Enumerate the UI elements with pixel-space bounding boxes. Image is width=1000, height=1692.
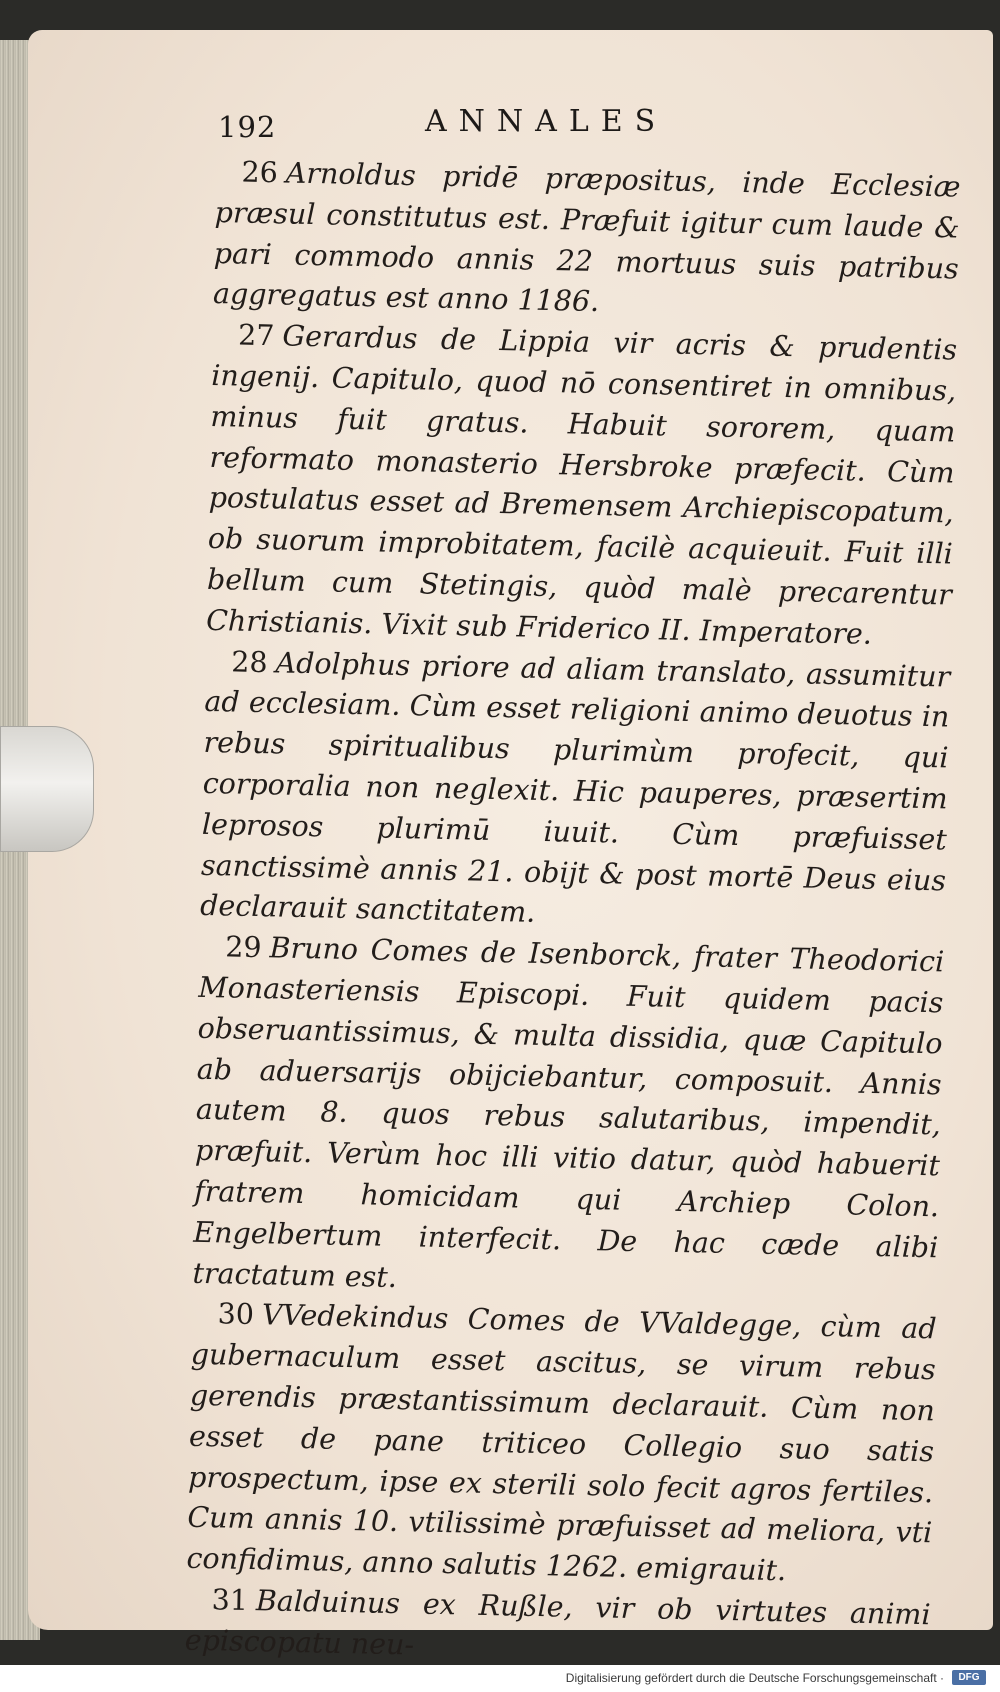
entry-number: 27 <box>237 318 275 353</box>
entry-text: Bruno Comes de Isenborck, frater Theodorici Monasteriensis Episcopi. Fuit quidem pacis obseruantissimus, & multa dissidia, quæ Capitulo ab aduersarijs obijciebantur, composuit. Annis autem 8. quos rebus salutaribus, impendit, præfuit. Verùm hoc illi vitio datur, quòd habuerit fratrem homicidam qui Archiep Colon. Engelbertum interfecit. De hac cæde alibi tractatum est. <box>192 931 945 1294</box>
entry-26 <box>213 152 961 331</box>
entry-27 <box>206 315 958 657</box>
entry-number: 31 <box>211 1583 249 1617</box>
entry-text: Balduinus ex Rußle, vir ob virtutes animi episcopatu neu- <box>184 1584 931 1662</box>
entry-29 <box>192 927 945 1310</box>
entry-28 <box>200 641 951 942</box>
entry-text: Adolphus priore ad aliam translato, assumitur ad ecclesiam. Cùm esset religioni animo deuotus in rebus spiritualibus plurimùm profecit, qui corporalia non neglexit. Hic pauperes, præsertim leprosos plurimū iuuit. Cùm præfuisset sanctissimè annis 21. obijt & post mortē Deus eius declarauit sanctitatem. <box>199 645 951 930</box>
running-head: ANNALES <box>425 104 668 139</box>
entry-31 <box>184 1580 931 1665</box>
entry-text: Gerardus de Lippia vir acris & prudentis ingenij. Capitulo, quod nō consentiret in omnibus, minus fuit gratus. Habuit sororem, quam reformato monasterio Hersbroke præfecit. Cùm postulatus esset ad Bremensem Archiepiscopatum, ob suorum improbitatem, facilè acquieuit. Fuit illi bellum cum Stetingis, quòd malè precarentur Christianis. Vixit sub Friderico II. Imperatore. <box>205 319 958 651</box>
entry-30 <box>186 1294 937 1595</box>
page-clip <box>0 726 94 852</box>
page-number: 192 <box>218 110 277 144</box>
entry-number: 30 <box>217 1297 255 1332</box>
entry-text: Arnoldus pridē præpositus, inde Ecclesiæ præsul constitutus est. Præfuit igitur cum laude & pari commodo annis 22 mortuus suis patribus aggregatus est anno 1186. <box>212 156 961 319</box>
entry-number: 28 <box>230 644 268 679</box>
body-text <box>184 152 960 1665</box>
dfg-logo: DFG <box>952 1670 986 1685</box>
digitization-credit: Digitalisierung gefördert durch die Deutsche Forschungsgemeinschaft · <box>565 1671 944 1685</box>
entry-number: 29 <box>225 930 262 965</box>
entry-number: 26 <box>241 155 279 190</box>
entry-text: VVedekindus Comes de VValdegge, cùm ad gubernaculum esset ascitus, se virum rebus gerendis præstantissimum declarauit. Cùm non esset de pane triticeo Collegio suo satis prospectum, ipse ex sterili solo fecit agros fertiles. Cum annis 10. vtilissimè præfuisset ad meliora, vti confidimus, anno salutis 1262. emigrauit. <box>186 1298 937 1588</box>
